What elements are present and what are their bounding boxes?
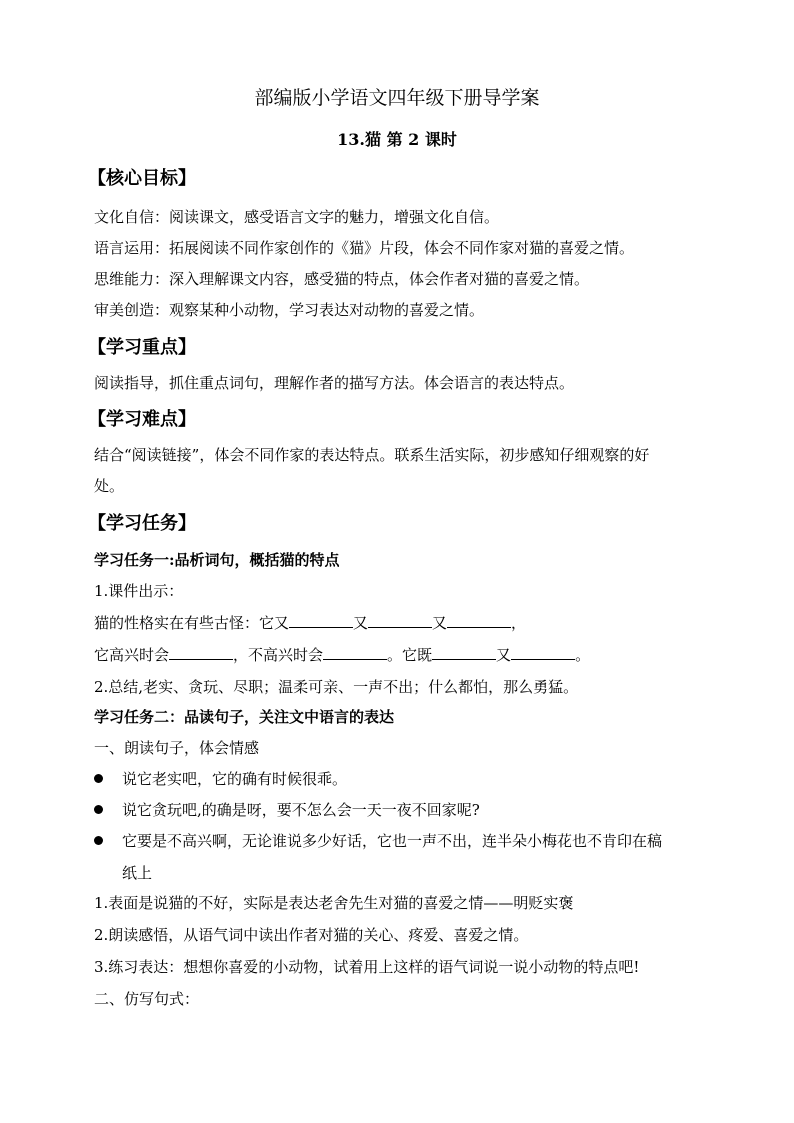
- document-title: 部编版小学语文四年级下册导学案: [254, 87, 540, 109]
- difficulty-heading: 【学习难点】: [88, 409, 196, 430]
- fill-blank-line2: [94, 644, 714, 666]
- blank-line: [447, 612, 511, 628]
- fill-text: 。: [575, 646, 591, 664]
- goal-item: 文化自信：阅读课文，感受语言文字的魅力，增强文化自信。: [94, 208, 500, 226]
- bullet-text-continued: 纸上: [122, 864, 153, 882]
- tasks-heading: 【学习任务】: [88, 513, 196, 534]
- goals-heading: 【核心目标】: [88, 168, 196, 189]
- blank-line: [169, 644, 233, 660]
- lesson-subtitle: 13.猫 第 2 课时: [337, 130, 457, 149]
- fill-text: ，不高兴时会: [233, 646, 324, 664]
- task2-title: 学习任务二：品读句子，关注文中语言的表达: [94, 708, 395, 726]
- task2-note2: 2.朗读感悟，从语气词中读出作者对猫的关心、疼爱、喜爱之情。: [94, 926, 529, 944]
- bullet-icon: [94, 805, 103, 814]
- fill-text: 。它既: [387, 646, 433, 664]
- task2-part2: 二、仿写句式：: [94, 990, 200, 1008]
- fill-text: 又: [353, 614, 369, 632]
- bullet-text: 说它贪玩吧,的确是呀，要不怎么会一天一夜不回家呢?: [122, 801, 480, 819]
- bullet-text: 说它老实吧，它的确有时候很乖。: [122, 770, 348, 788]
- task2-note1: 1.表面是说猫的不好，实际是表达老舍先生对猫的喜爱之情——明贬实褒: [94, 894, 574, 912]
- focus-text: 阅读指导，抓住重点词句，理解作者的描写方法。体会语言的表达特点。: [94, 374, 575, 392]
- goal-item: 语言运用：拓展阅读不同作家创作的《猫》片段，体会不同作家对猫的喜爱之情。: [94, 239, 635, 257]
- task2-note3: 3.练习表达：想想你喜爱的小动物，试着用上这样的语气词说一说小动物的特点吧!: [94, 958, 640, 976]
- task1-item1: 1.课件出示：: [94, 582, 184, 600]
- fill-text: 又: [432, 614, 448, 632]
- task1-summary: 2.总结,老实、贪玩、尽职；温柔可亲、一声不出；什么都怕，那么勇猛。: [94, 678, 579, 696]
- goal-item: 审美创造：观察某种小动物，学习表达对动物的喜爱之情。: [94, 301, 485, 319]
- task1-title: 学习任务一:品析词句，概括猫的特点: [94, 551, 340, 569]
- bullet-icon: [94, 774, 103, 783]
- difficulty-text-line1: 结合“阅读链接”，体会不同作家的表达特点。联系生活实际，初步感知仔细观察的好: [94, 446, 650, 464]
- fill-text: 猫的性格实在有些古怪：它又: [94, 614, 290, 632]
- task2-part1: 一、朗读句子，体会情感: [94, 739, 260, 757]
- bullet-icon: [94, 836, 103, 845]
- fill-text: ，: [511, 614, 527, 632]
- goal-item: 思维能力：深入理解课文内容，感受猫的特点，体会作者对猫的喜爱之情。: [94, 270, 590, 288]
- focus-heading: 【学习重点】: [88, 337, 196, 358]
- fill-text: 它高兴时会: [94, 646, 170, 664]
- blank-line: [432, 644, 496, 660]
- difficulty-text-line2: 处。: [94, 477, 125, 495]
- fill-text: 又: [496, 646, 512, 664]
- fill-blank-line1: [94, 612, 714, 634]
- bullet-text: 它要是不高兴啊，无论谁说多少好话，它也一声不出，连半朵小梅花也不肯印在稿: [122, 832, 663, 850]
- blank-line: [368, 612, 432, 628]
- blank-line: [323, 644, 387, 660]
- blank-line: [511, 644, 575, 660]
- blank-line: [289, 612, 353, 628]
